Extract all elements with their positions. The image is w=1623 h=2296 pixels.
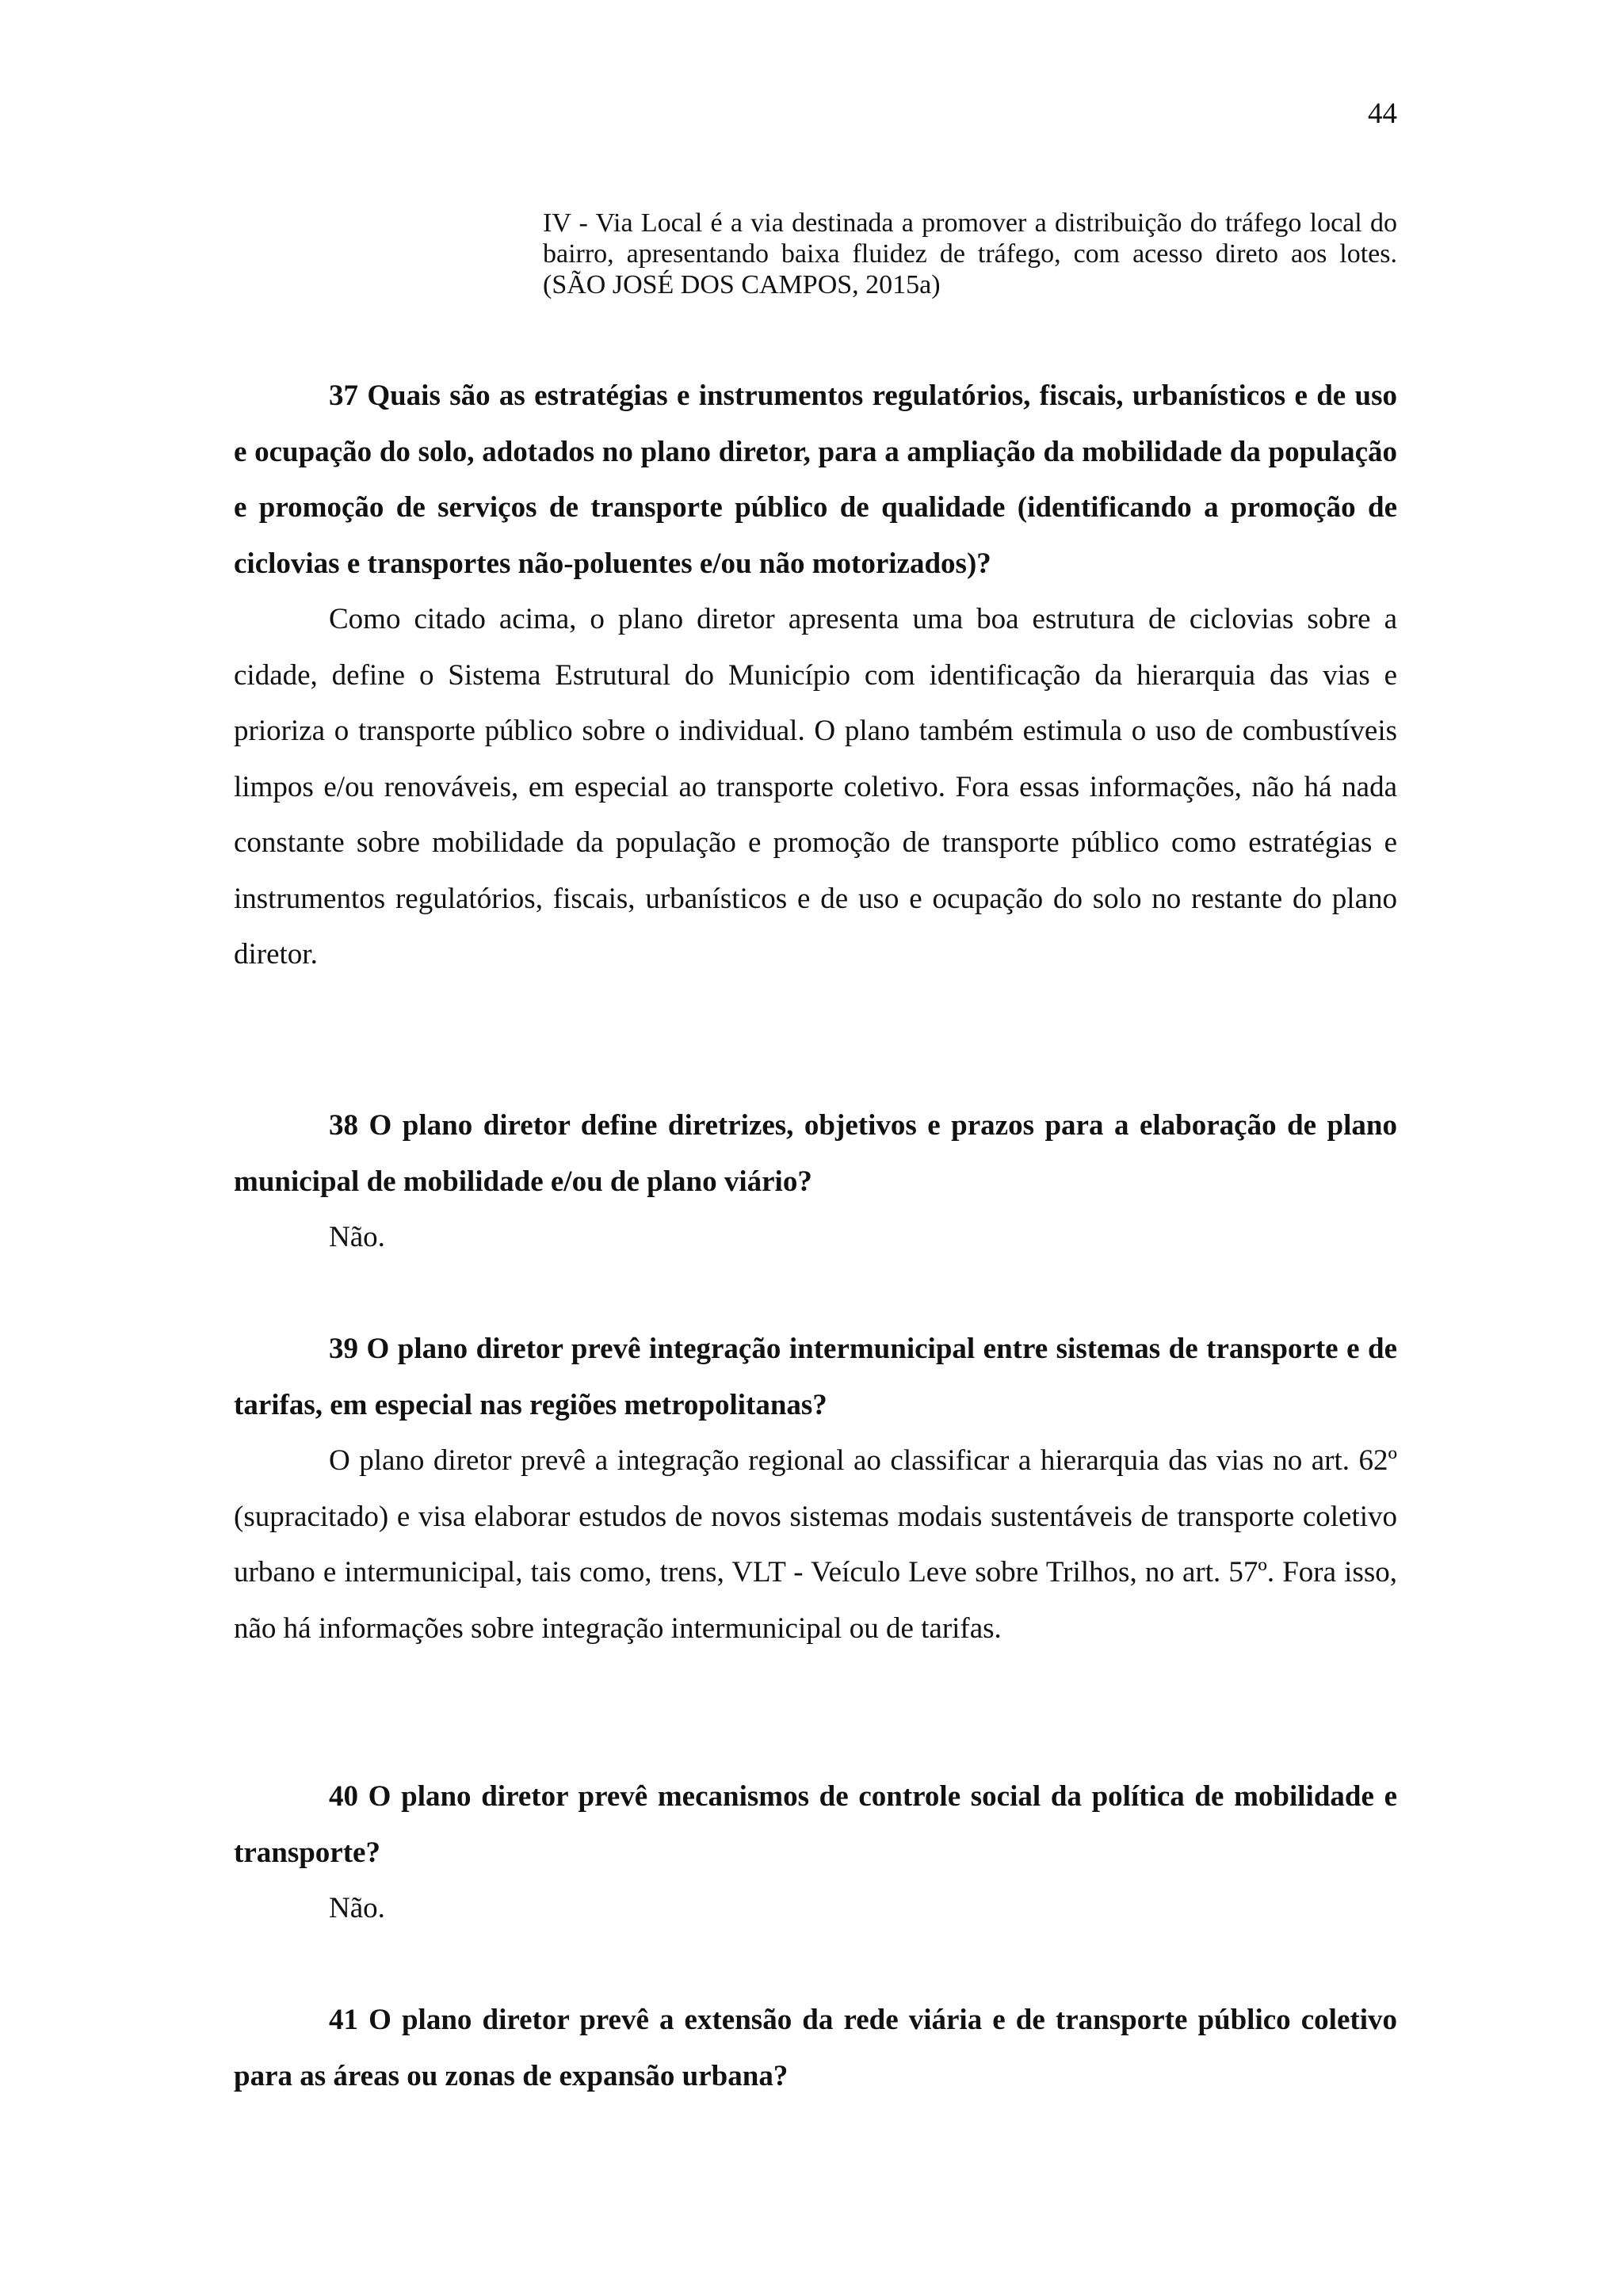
section-40 [234,1769,1397,1937]
question-heading: 38 O plano diretor define diretrizes, objetivos e prazos para a elaboração de plano municipal de mobilidade e/ou de plano viário? [234,1109,1397,1198]
answer-paragraph: Como citado acima, o plano diretor apresenta uma boa estrutura de ciclovias sobre a cidade, define o Sistema Estrutural do Município com identificação da hierarquia das vias e prioriza o transporte público sobre o individual. O plano também estimula o uso de combustíveis limpos e/ou renováveis, em especial ao transporte coletivo. Fora essas informações, não há nada constante sobre mobilidade da população e promoção de transporte público como estratégias e instrumentos regulatórios, fiscais, urbanísticos e de uso e ocupação do solo no restante do plano diretor. [234,603,1397,971]
question-heading: 40 O plano diretor prevê mecanismos de controle social da política de mobilidade e transporte? [234,1780,1397,1869]
block-quote-citation: IV - Via Local é a via destinada a promover a distribuição do tráfego local do bairro, apresentando baixa fluidez de tráfego, com acesso direto aos lotes. (SÃO JOSÉ DOS CAMPOS, 2015a) [543,208,1397,299]
answer-paragraph: Não. [329,1221,385,1253]
page-number: 44 [1368,97,1397,130]
section-38 [234,1098,1397,1266]
question-heading: 37 Quais são as estratégias e instrumentos regulatórios, fiscais, urbanísticos e de uso e ocupação do solo, adotados no plano diretor, para a ampliação da mobilidade da população e promoção de serviços de transporte público de qualidade (identificando a promoção de ciclovias e transportes não-poluentes e/ou não motorizados)? [234,379,1397,580]
answer-paragraph: O plano diretor prevê a integração regional ao classificar a hierarquia das vias no art. 62º (supracitado) e visa elaborar estudos de novos sistemas modais sustentáveis de transporte coletivo urbano e intermunicipal, tais como, trens, VLT - Veículo Leve sobre Trilhos, no art. 57º. Fora isso, não há informações sobre integração intermunicipal ou de tarifas. [234,1444,1397,1645]
section-41 [234,1993,1397,2104]
answer-paragraph: Não. [329,1892,385,1924]
question-heading: 41 O plano diretor prevê a extensão da rede viária e de transporte público coletivo para as áreas ou zonas de expansão urbana? [234,2004,1397,2092]
section-37 [234,368,1397,983]
question-heading: 39 O plano diretor prevê integração intermunicipal entre sistemas de transporte e de tarifas, em especial nas regiões metropolitanas? [234,1333,1397,1421]
section-39 [234,1322,1397,1657]
